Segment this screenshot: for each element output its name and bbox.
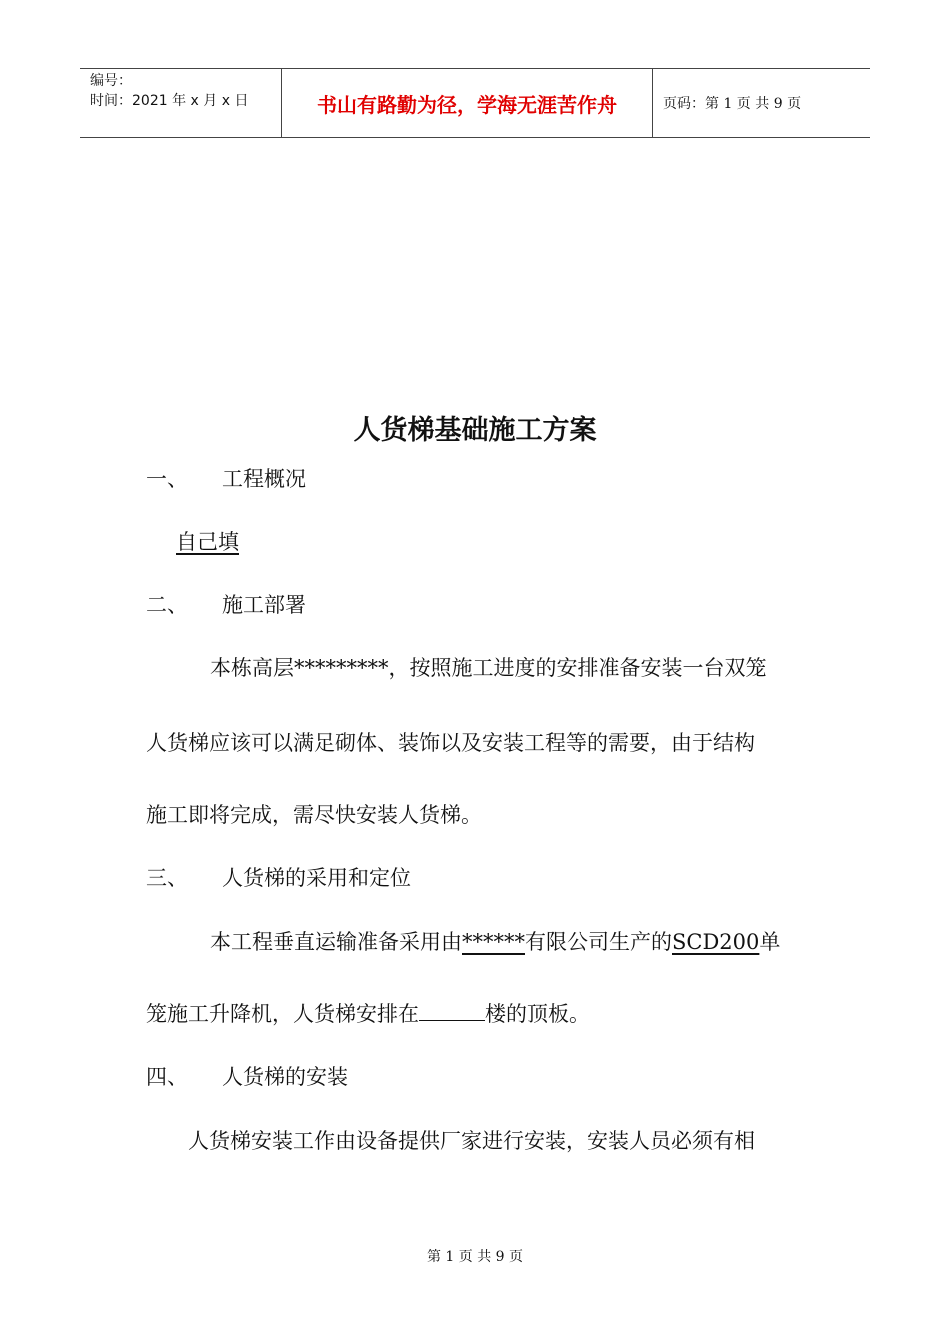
page-footer: 第 1 页 共 9 页 [426,1249,524,1265]
section-2-paragraph-line-3: 施工即将完成，需尽快安装人货梯。 [146,803,482,827]
number-label: 编号： [90,73,132,89]
section-title: 工程概况 [222,467,306,491]
fill-in-blank [419,1002,485,1021]
header-motto: 书山有路勤为径，学海无涯苦作舟 [281,69,653,137]
text-run: 有限公司生产的 [525,930,672,954]
section-title: 人货梯的采用和定位 [222,866,411,890]
section-number: 二、 [146,593,188,617]
company-placeholder: ****** [462,930,525,954]
section-3-paragraph-line-2 [146,998,590,1028]
section-3-heading [146,862,411,892]
header-meta [80,69,281,137]
date-label: 时间：2021 年 x 月 x 日 [90,93,249,109]
document-title: 人货梯基础施工方案 [353,415,597,446]
section-3-paragraph-line-1 [210,926,780,956]
section-4-heading [146,1061,348,1091]
section-2-paragraph-line-2: 人货梯应该可以满足砌体、装饰以及安装工程等的需要，由于结构 [146,731,755,755]
section-title: 人货梯的安装 [222,1065,348,1089]
section-1-fill: 自己填 [176,530,239,554]
section-number: 三、 [146,866,188,890]
text-run: 楼的顶板。 [485,1002,590,1026]
header-page-info: 页码：第 1 页 共 9 页 [663,96,802,112]
section-title: 施工部署 [222,593,306,617]
text-run: 笼施工升降机，人货梯安排在 [146,1002,419,1026]
section-4-paragraph-line-1: 人货梯安装工作由设备提供厂家进行安装，安装人员必须有相 [188,1129,755,1153]
section-2-paragraph-line-1: 本栋高层*********，按照施工进度的安排准备安装一台双笼 [210,656,767,680]
section-number: 一、 [146,467,188,491]
document-header [80,68,870,138]
section-number: 四、 [146,1065,188,1089]
section-1-heading [146,463,306,493]
model-number: SCD200 [672,930,760,954]
section-2-heading [146,589,306,619]
text-run: 单 [759,930,781,954]
text-run: 本工程垂直运输准备采用由 [210,930,462,954]
